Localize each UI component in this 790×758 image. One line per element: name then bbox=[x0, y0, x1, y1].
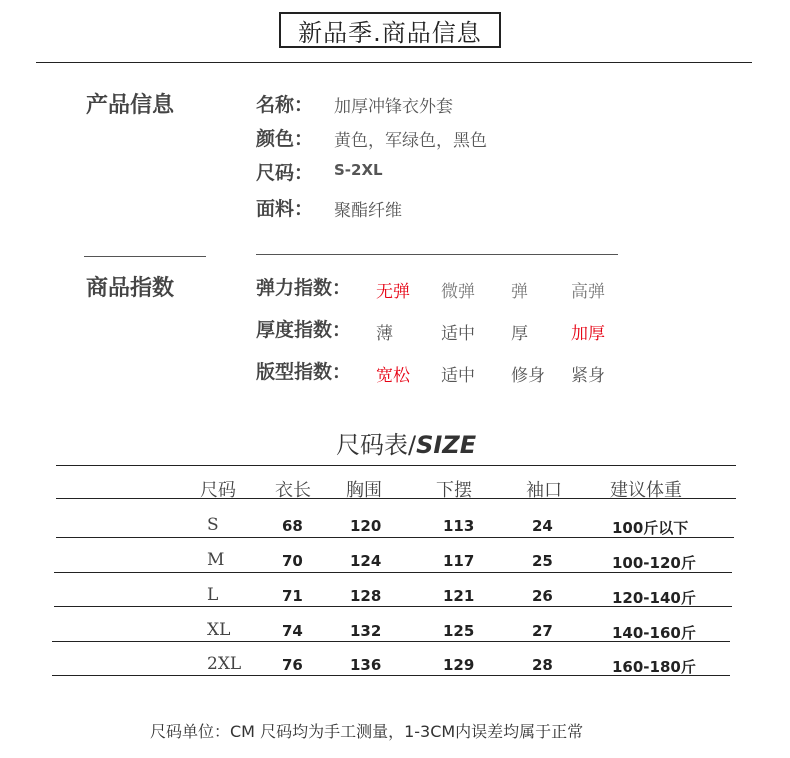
table-cell-size: S bbox=[207, 515, 219, 535]
table-cell-cuff: 26 bbox=[532, 587, 553, 605]
col-header-weight: 建议体重 bbox=[610, 480, 682, 501]
col-header-cuff: 袖口 bbox=[526, 480, 562, 501]
thickness-key: 厚度指数： bbox=[256, 319, 352, 341]
table-cell-hem: 129 bbox=[443, 656, 475, 674]
table-cell-hem: 121 bbox=[443, 587, 475, 605]
fabric-value: 聚酯纤维 bbox=[334, 201, 402, 221]
fit-option-regular: 适中 bbox=[441, 366, 475, 386]
fit-key: 版型指数： bbox=[256, 361, 352, 383]
size-table-title bbox=[336, 425, 476, 460]
fit-option-loose: 宽松 bbox=[376, 366, 410, 386]
table-cell-length: 76 bbox=[282, 656, 303, 674]
table-cell-chest: 132 bbox=[350, 622, 382, 640]
table-cell-length: 70 bbox=[282, 552, 303, 570]
name-key: 名称： bbox=[256, 94, 314, 116]
size-note: 尺码单位：CM 尺码均为手工测量，1-3CM内误差均属于正常 bbox=[150, 722, 584, 741]
fit-option-slim: 修身 bbox=[511, 366, 545, 386]
table-cell-hem: 117 bbox=[443, 552, 475, 570]
table-cell-chest: 128 bbox=[350, 587, 382, 605]
size-table-title-cn: 尺码表/ bbox=[336, 431, 417, 459]
table-cell-weight: 100斤以下 bbox=[612, 519, 689, 537]
table-cell-hem: 113 bbox=[443, 517, 475, 535]
col-header-hem: 下摆 bbox=[436, 480, 472, 501]
table-cell-size: XL bbox=[207, 620, 231, 640]
fabric-key: 面料： bbox=[256, 198, 314, 220]
product-index-label: 商品指数 bbox=[86, 276, 175, 301]
table-cell-chest: 120 bbox=[350, 517, 382, 535]
thickness-option-thin: 薄 bbox=[376, 324, 393, 344]
color-key: 颜色： bbox=[256, 128, 314, 150]
table-cell-weight: 140-160斤 bbox=[612, 624, 696, 642]
header-divider bbox=[36, 62, 752, 63]
elasticity-key: 弹力指数： bbox=[256, 277, 352, 299]
table-cell-length: 74 bbox=[282, 622, 303, 640]
col-header-length: 衣长 bbox=[275, 480, 311, 501]
size-key: 尺码： bbox=[256, 162, 314, 184]
table-cell-weight: 120-140斤 bbox=[612, 589, 696, 607]
table-cell-cuff: 28 bbox=[532, 656, 553, 674]
page-title: 新品季.商品信息 bbox=[279, 12, 501, 48]
elasticity-option-elastic: 弹 bbox=[511, 282, 528, 302]
table-cell-chest: 136 bbox=[350, 656, 382, 674]
table-cell-chest: 124 bbox=[350, 552, 382, 570]
thickness-option-medium: 适中 bbox=[441, 324, 475, 344]
elasticity-option-slight: 微弹 bbox=[441, 282, 475, 302]
product-info-label: 产品信息 bbox=[86, 93, 175, 118]
table-cell-length: 71 bbox=[282, 587, 303, 605]
size-table-title-en: SIZE bbox=[416, 431, 477, 459]
table-cell-hem: 125 bbox=[443, 622, 475, 640]
elasticity-option-high: 高弹 bbox=[571, 282, 605, 302]
thickness-option-extra-thick: 加厚 bbox=[571, 324, 605, 344]
thickness-option-thick: 厚 bbox=[511, 324, 528, 344]
col-header-size: 尺码 bbox=[200, 480, 236, 501]
table-cell-cuff: 24 bbox=[532, 517, 553, 535]
fit-option-tight: 紧身 bbox=[571, 366, 605, 386]
elasticity-option-none: 无弹 bbox=[376, 282, 410, 302]
section-divider-left bbox=[84, 256, 206, 257]
col-header-chest: 胸围 bbox=[346, 480, 382, 501]
table-cell-weight: 100-120斤 bbox=[612, 554, 696, 572]
table-cell-weight: 160-180斤 bbox=[612, 658, 696, 676]
table-cell-size: 2XL bbox=[207, 654, 242, 674]
table-cell-cuff: 27 bbox=[532, 622, 553, 640]
table-cell-length: 68 bbox=[282, 517, 303, 535]
table-cell-cuff: 25 bbox=[532, 552, 553, 570]
section-divider-right bbox=[256, 254, 618, 255]
color-value: 黄色，军绿色，黑色 bbox=[334, 131, 487, 151]
size-value: S-2XL bbox=[334, 161, 383, 179]
table-cell-size: M bbox=[207, 550, 225, 570]
table-top-line bbox=[56, 465, 736, 466]
name-value: 加厚冲锋衣外套 bbox=[334, 97, 453, 117]
table-cell-size: L bbox=[207, 585, 219, 605]
